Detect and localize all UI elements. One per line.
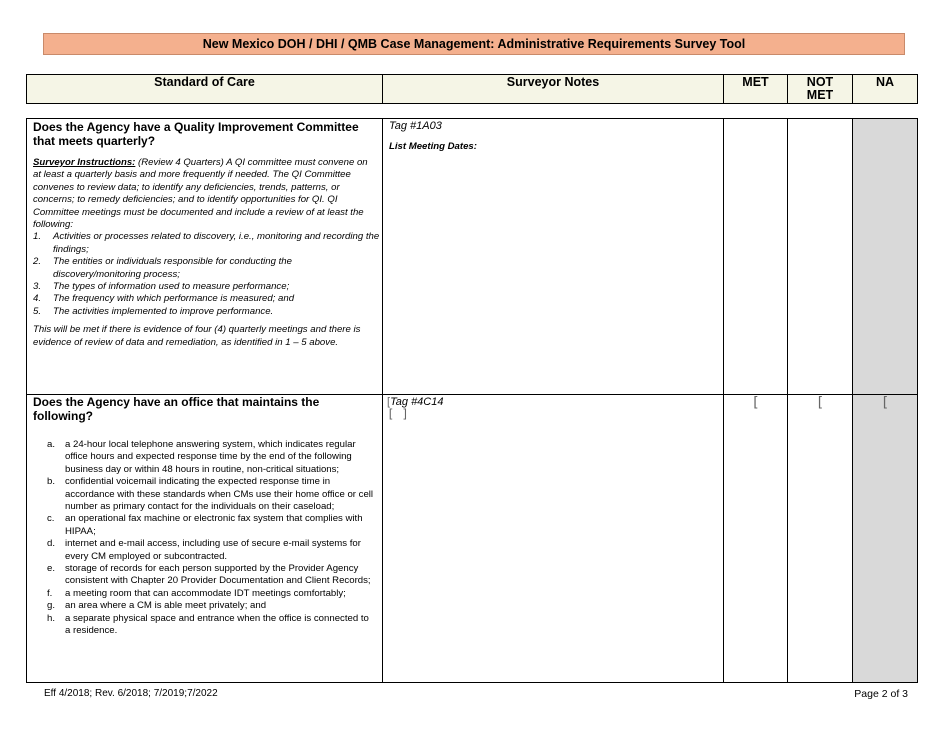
met-cell[interactable] <box>724 119 788 395</box>
list-item: a. a 24-hour local telephone answering system, which indicates regular office hours and expected response time by the end of the following business day or within 48 hours in routine, non-critical situations; <box>47 439 356 475</box>
col-not-met: NOT MET <box>788 75 853 104</box>
instructions-text: (Review 4 Quarters) A QI committee must convene on at least a quarterly basis and more frequently if needed. The QI Committee convenes to review data; to identify any deficiencies, trends, patterns, or concerns; to remedy deficiencies; and to identify opportunities for QI. QI Committee meetings must be documented and include a review of at least the following: <box>33 157 368 231</box>
list-item: 5. The activities implemented to improve performance. <box>33 305 274 317</box>
list-item: e. storage of records for each person supported by the Provider Agency consistent with Chapter 20 Provider Documentation and Client Records; <box>47 563 371 587</box>
list-item: c. an operational fax machine or electronic fax system that complies with HIPAA; <box>47 513 363 537</box>
closing-text: This will be met if there is evidence of four (4) quarterly meetings and there is evidence of review of data and remediation, as identified in 1 – 5 above. <box>33 324 361 348</box>
survey-table <box>26 118 918 683</box>
list-item: b. confidential voicemail indicating the expected response time in accordance with these standards when CMs use their home office or cell number as primary contact for the individuals on their caseload; <box>47 476 374 513</box>
list-item: 3. The types of information used to measure performance; <box>33 281 290 293</box>
met-checkbox[interactable]: [ <box>751 395 760 411</box>
revision-footer: Eff 4/2018; Rev. 6/2018; 7/2019;7/2022 <box>44 688 218 699</box>
na-cell <box>853 119 918 395</box>
notes-cell[interactable] <box>383 395 724 683</box>
notes-input-field[interactable]: [ ] <box>387 407 409 421</box>
question-text: Does the Agency have an office that maintains the following? <box>33 395 320 423</box>
col-standard-of-care: Standard of Care <box>27 75 383 104</box>
col-na: NA <box>853 75 918 104</box>
na-cell[interactable] <box>853 395 918 683</box>
column-header-table <box>26 74 918 104</box>
question-text: Does the Agency have a Quality Improvement Committee that meets quarterly? <box>33 120 359 148</box>
met-cell[interactable] <box>724 395 788 683</box>
table-row <box>27 119 918 395</box>
page-title: New Mexico DOH / DHI / QMB Case Management: Administrative Requirements Survey Tool <box>43 33 905 55</box>
table-row <box>27 395 918 683</box>
notes-cell[interactable] <box>383 119 724 395</box>
tag-label: Tag #1A03 <box>389 120 442 132</box>
list-item: 4. The frequency with which performance is measured; and <box>33 293 295 305</box>
instructions-label: Surveyor Instructions: <box>33 157 136 168</box>
tag-label: [Tag #4C14 <box>387 396 444 408</box>
not-met-cell[interactable] <box>788 395 853 683</box>
list-item: 2. The entities or individuals responsible for conducting the discovery/monitoring process; <box>33 256 292 280</box>
list-item: f. a meeting room that can accommodate IDT meetings comfortably; <box>47 587 346 599</box>
na-checkbox[interactable]: [ <box>880 395 890 411</box>
list-item: d. internet and e-mail access, including use of secure e-mail systems for every CM employed or subcontracted. <box>47 538 361 562</box>
list-meeting-dates-label: List Meeting Dates: <box>389 141 477 152</box>
not-met-checkbox[interactable]: [ <box>815 395 825 411</box>
list-item: g. an area where a CM is able meet privately; and <box>47 600 267 612</box>
standard-cell <box>27 395 383 683</box>
list-item: h. a separate physical space and entrance when the office is connected to a residence. <box>47 612 369 637</box>
col-met: MET <box>724 75 788 104</box>
col-surveyor-notes: Surveyor Notes <box>383 75 724 104</box>
standard-cell <box>27 119 383 395</box>
review-list <box>27 231 382 318</box>
page-number: Page 2 of 3 <box>854 688 908 700</box>
office-requirements-list <box>27 439 382 638</box>
list-item: 1. Activities or processes related to discovery, i.e., monitoring and recording the findings; <box>33 231 380 255</box>
surveyor-instructions <box>27 157 382 231</box>
not-met-cell[interactable] <box>788 119 853 395</box>
